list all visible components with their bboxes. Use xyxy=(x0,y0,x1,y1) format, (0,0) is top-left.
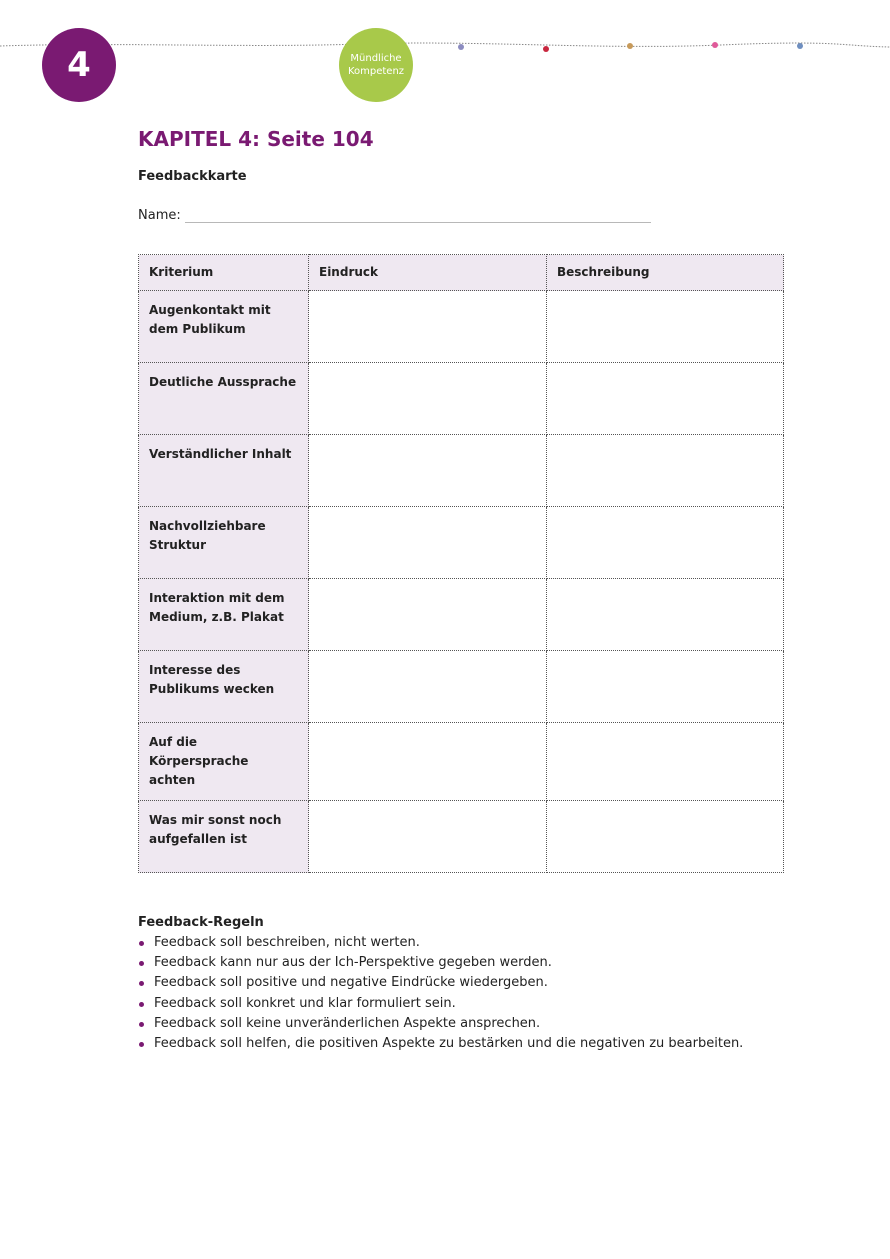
impression-cell[interactable] xyxy=(309,435,547,507)
criterion-cell: Verständlicher Inhalt xyxy=(139,435,309,507)
bullet-icon xyxy=(139,981,144,986)
header-dot-5 xyxy=(797,43,803,49)
impression-cell[interactable] xyxy=(309,507,547,579)
chapter-number: 4 xyxy=(67,45,91,85)
column-header-eindruck: Eindruck xyxy=(309,255,547,291)
rule-text: Feedback soll konkret und klar formuliert sein. xyxy=(154,995,456,1011)
impression-cell[interactable] xyxy=(309,801,547,873)
bullet-icon xyxy=(139,961,144,966)
rule-text: Feedback soll beschreiben, nicht werten. xyxy=(154,935,420,950)
table-row xyxy=(139,507,784,579)
impression-cell[interactable] xyxy=(309,723,547,801)
description-cell[interactable] xyxy=(547,801,784,873)
criterion-cell: Deutliche Aussprache xyxy=(139,363,309,435)
decorative-header-line xyxy=(0,30,890,60)
description-cell[interactable] xyxy=(547,651,784,723)
rule-text: Feedback soll keine unveränderlichen Aspekte ansprechen. xyxy=(154,1015,541,1031)
criterion-cell: Interaktion mit dem Medium, z.B. Plakat xyxy=(139,579,309,651)
table-row xyxy=(139,723,784,801)
list-item xyxy=(138,973,743,993)
criterion-cell: Nachvollziehbare Struktur xyxy=(139,507,309,579)
topic-badge xyxy=(339,28,413,102)
impression-cell[interactable] xyxy=(309,291,547,363)
rule-text: Feedback soll helfen, die positiven Aspekte zu bestärken und die negativen zu bearbeiten. xyxy=(154,1036,744,1052)
header-dot-4 xyxy=(712,42,718,48)
column-header-kriterium: Kriterium xyxy=(139,255,309,291)
list-item xyxy=(138,1034,743,1054)
chapter-number-badge xyxy=(42,28,116,102)
bullet-icon xyxy=(139,941,144,946)
feedback-rules xyxy=(138,915,743,1054)
bullet-icon xyxy=(139,1002,144,1007)
criterion-cell: Was mir sonst noch aufgefallen ist xyxy=(139,801,309,873)
rules-title: Feedback-Regeln xyxy=(138,915,264,930)
table-row xyxy=(139,435,784,507)
criterion-cell: Augenkontakt mit dem Publikum xyxy=(139,291,309,363)
description-cell[interactable] xyxy=(547,507,784,579)
name-input-line[interactable] xyxy=(185,210,651,223)
table-row xyxy=(139,651,784,723)
impression-cell[interactable] xyxy=(309,651,547,723)
rules-list xyxy=(138,933,743,1054)
description-cell[interactable] xyxy=(547,363,784,435)
rule-text: Feedback kann nur aus der Ich-Perspektive gegeben werden. xyxy=(154,955,552,971)
description-cell[interactable] xyxy=(547,723,784,801)
table-row xyxy=(139,363,784,435)
description-cell[interactable] xyxy=(547,435,784,507)
table-row xyxy=(139,291,784,363)
header-dot-2 xyxy=(543,46,549,52)
table-header-row xyxy=(139,255,784,291)
header-dot-1 xyxy=(458,44,464,50)
list-item xyxy=(138,994,743,1014)
page-subtitle: Feedbackkarte xyxy=(138,169,247,184)
rule-text: Feedback soll positive und negative Eindrücke wiedergeben. xyxy=(154,975,548,991)
feedback-table xyxy=(138,254,784,873)
impression-cell[interactable] xyxy=(309,579,547,651)
bullet-icon xyxy=(139,1022,144,1027)
description-cell[interactable] xyxy=(547,579,784,651)
description-cell[interactable] xyxy=(547,291,784,363)
page-title: KAPITEL 4: Seite 104 xyxy=(138,127,374,151)
name-label: Name: xyxy=(138,208,181,223)
table-row xyxy=(139,579,784,651)
table-row xyxy=(139,801,784,873)
criterion-cell: Interesse des Publikums wecken xyxy=(139,651,309,723)
list-item xyxy=(138,933,743,953)
column-header-beschreibung: Beschreibung xyxy=(547,255,784,291)
topic-line-2: Kompetenz xyxy=(347,66,405,77)
list-item xyxy=(138,953,743,973)
criterion-cell: Auf die Körpersprache achten xyxy=(139,723,309,801)
name-field-row xyxy=(138,208,651,223)
topic-line-1: Mündliche xyxy=(350,53,402,64)
impression-cell[interactable] xyxy=(309,363,547,435)
header-dot-3 xyxy=(627,43,633,49)
list-item xyxy=(138,1014,743,1034)
bullet-icon xyxy=(139,1042,144,1047)
